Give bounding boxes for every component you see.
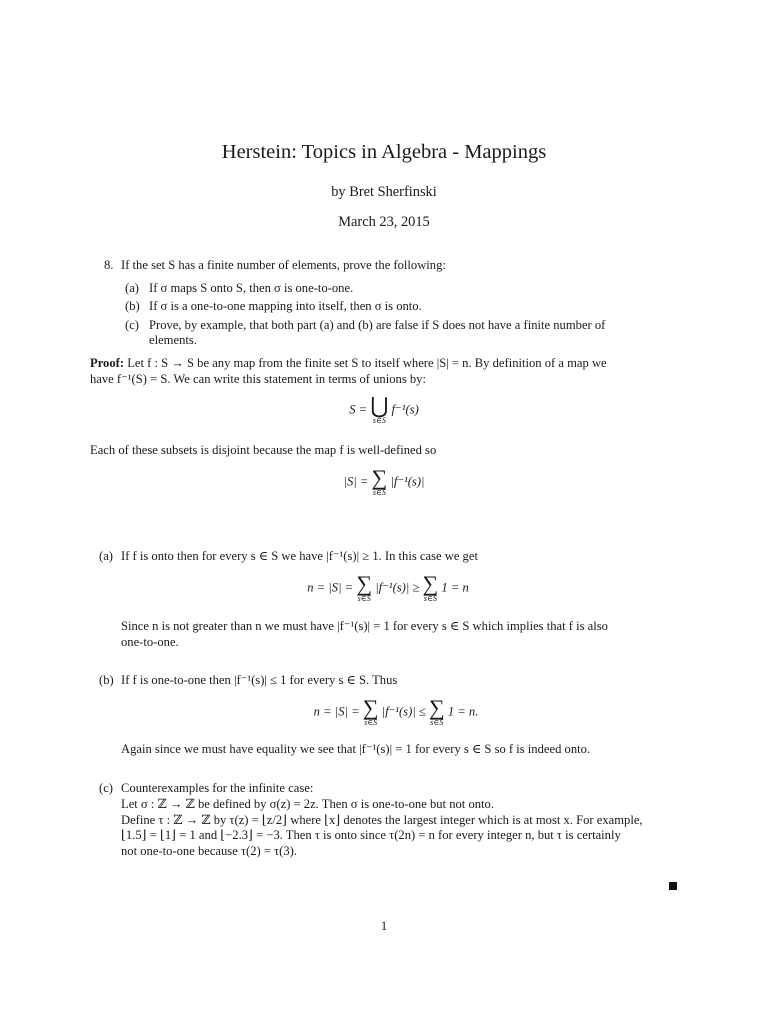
eq1-lhs: S = xyxy=(349,402,368,417)
date-line: March 23, 2015 xyxy=(338,214,430,230)
part-a-after-2: one-to-one. xyxy=(121,635,179,649)
problem-statement: If the set S has a finite number of elements, prove the following: xyxy=(121,258,446,272)
union-subscript: s∈S xyxy=(372,416,386,425)
eq2-lhs: |S| = xyxy=(343,474,369,489)
part-b-line-1: If f is one-to-one then |f⁻¹(s)| ≤ 1 for every s ∈ S. Thus xyxy=(121,673,398,687)
part-a-sum-2-symbol: ∑ xyxy=(422,571,439,596)
part-b-sum-1-sub: s∈S xyxy=(364,718,378,727)
part-a-eq-rhs: 1 = n xyxy=(441,580,469,595)
part-a-sum-1-sub: s∈S xyxy=(357,594,371,603)
part-text-a: If σ maps S onto S, then σ is one-to-one. xyxy=(149,281,354,295)
part-text-c-line2: elements. xyxy=(149,333,197,347)
proof-part-label-a: (a) xyxy=(99,549,113,563)
disjoint-line: Each of these subsets is disjoint because the map f is well-defined so xyxy=(90,443,437,457)
proof-text-1: Let f : S → S be any map from the finite set S to itself where |S| = n. By definition of a map we xyxy=(127,356,607,370)
part-c-line-1: Counterexamples for the infinite case: xyxy=(121,781,314,795)
part-a-eq-mid: |f⁻¹(s)| ≥ xyxy=(375,580,420,595)
proof-part-label-b: (b) xyxy=(99,673,114,687)
part-label-b: (b) xyxy=(125,299,140,313)
part-c-line-5: not one-to-one because τ(2) = τ(3). xyxy=(121,844,297,858)
part-b-sum-1 xyxy=(362,695,379,727)
part-a-sum-2-sub: s∈S xyxy=(423,594,437,603)
part-label-c: (c) xyxy=(125,318,139,332)
union-operator xyxy=(370,393,389,425)
union-symbol: ⋃ xyxy=(370,393,389,418)
part-b-sum-2-symbol: ∑ xyxy=(428,695,445,720)
part-a-sum-1 xyxy=(356,571,373,603)
part-a-sum-2 xyxy=(422,571,439,603)
part-b-sum-2 xyxy=(428,695,445,727)
part-b-sum-1-symbol: ∑ xyxy=(362,695,379,720)
sum-operator xyxy=(371,465,388,497)
part-b-eq-mid: |f⁻¹(s)| ≤ xyxy=(381,704,426,719)
sum-symbol: ∑ xyxy=(371,465,388,490)
proof-line-1 xyxy=(90,356,607,372)
part-a-line-1: If f is onto then for every s ∈ S we have |f⁻¹(s)| ≥ 1. In this case we get xyxy=(121,549,478,563)
eq2-rhs: |f⁻¹(s)| xyxy=(390,474,425,489)
proof-label: Proof: xyxy=(90,356,125,370)
part-c-line-3: Define τ : ℤ → ℤ by τ(z) = ⌊z/2⌋ where ⌊x⌋ denotes the largest integer which is at most x. For example, xyxy=(121,813,643,827)
part-c-line-4: ⌊1.5⌋ = ⌊1⌋ = 1 and ⌊−2.3⌋ = −3. Then τ is onto since τ(2n) = n for every integer n, but τ is certainly xyxy=(121,828,621,842)
page-title: Herstein: Topics in Algebra - Mappings xyxy=(221,141,547,163)
page-number: 1 xyxy=(380,919,388,933)
equation-part-a xyxy=(0,571,768,603)
equation-part-b xyxy=(0,695,768,727)
part-b-eq-rhs: 1 = n. xyxy=(447,704,479,719)
proof-part-label-c: (c) xyxy=(99,781,113,795)
equation-sum xyxy=(0,465,768,497)
proof-line-2: have f⁻¹(S) = S. We can write this statement in terms of unions by: xyxy=(90,372,426,386)
part-a-eq-lhs: n = |S| = xyxy=(307,580,354,595)
author-line: by Bret Sherfinski xyxy=(331,184,437,200)
part-a-after-1: Since n is not greater than n we must have |f⁻¹(s)| = 1 for every s ∈ S which implies that f is also xyxy=(121,619,608,633)
part-b-after: Again since we must have equality we see that |f⁻¹(s)| = 1 for every s ∈ S so f is indeed onto. xyxy=(121,742,591,756)
qed-symbol xyxy=(669,882,677,890)
part-b-sum-2-sub: s∈S xyxy=(430,718,444,727)
equation-union xyxy=(0,393,768,425)
problem-number: 8. xyxy=(104,258,114,272)
part-label-a: (a) xyxy=(125,281,139,295)
eq1-rhs: f⁻¹(s) xyxy=(391,402,419,417)
sum-subscript: s∈S xyxy=(372,488,386,497)
part-text-c-line1: Prove, by example, that both part (a) and (b) are false if S does not have a finite number of xyxy=(149,318,606,332)
part-b-eq-lhs: n = |S| = xyxy=(313,704,360,719)
part-text-b: If σ is a one-to-one mapping into itself, then σ is onto. xyxy=(149,299,422,313)
part-a-sum-1-symbol: ∑ xyxy=(356,571,373,596)
part-c-line-2: Let σ : ℤ → ℤ be defined by σ(z) = 2z. Then σ is one-to-one but not onto. xyxy=(121,797,494,811)
